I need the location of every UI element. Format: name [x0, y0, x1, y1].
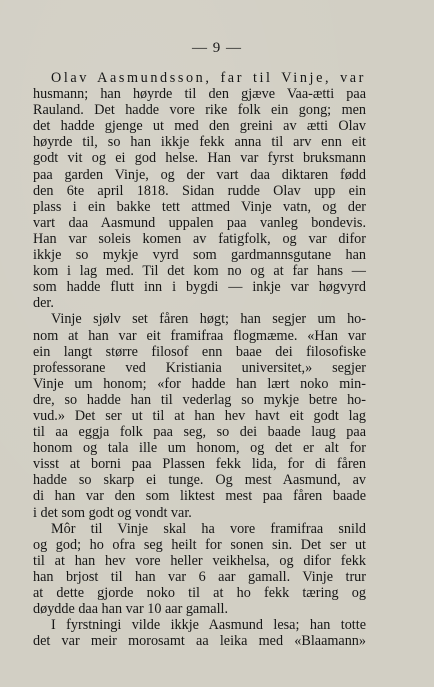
paragraph-4	[33, 617, 366, 649]
text-line: at dette gjorde noko til at ho fekk tæring og	[33, 585, 366, 601]
text-line: husmann; han høyrde til den gjæve Vaa-ætti paa	[33, 86, 366, 103]
text-line: døydde daa han var 10 aar gamall.	[33, 601, 228, 618]
text-line: det hadde gjenge ut med den greini av ætti Olav	[33, 118, 366, 135]
text-line: dre, so hadde han til vederlag so mykje betre ho-	[33, 391, 366, 408]
text-line: til aa eggja folk paa seg, so dei baade laug paa	[33, 424, 366, 441]
text-line: Han var soleis komen av fatigfolk, og var difor	[33, 230, 366, 247]
text-line: Vinje sjølv set fåren høgt; han segjer um ho-	[51, 311, 366, 328]
text-line: vud.» Det ser ut til at han hev havt eit godt lag	[33, 407, 366, 424]
text-line: ein langt større filosof enn baae dei filosofiske	[33, 343, 366, 360]
text-line: Vinje um honom; «for hadde han lært noko min-	[33, 375, 366, 392]
text-line: den 6te april 1818. Sidan rudde Olav upp ein	[33, 182, 366, 199]
text-line: Olav Aasmundsson, far til Vinje, var	[51, 70, 366, 86]
text-line: der.	[33, 295, 54, 312]
text-line: kom i lag med. Til det kom no og at far hans —	[33, 263, 366, 280]
text-line: vart daa Aasmund uppalen paa vanleg bondevis.	[33, 214, 366, 231]
text-line: ikkje so mykje vyrd som gardmannsgutane han	[33, 247, 366, 264]
text-line: godt vit og ei god helse. Han var fyrst bruksmann	[33, 150, 366, 167]
text-line: paa garden Vinje, og der vart daa diktaren fødd	[33, 166, 366, 183]
text-line: professorane ved Kristiania universitet,» segjer	[33, 359, 366, 376]
body-text	[33, 70, 366, 649]
text-line: hadde so skarp ei tunge. Og mest Aasmund, av	[33, 472, 366, 489]
text-line: det var meir morosamt aa leika med «Blaamann»	[33, 633, 366, 650]
text-line: til at han hev vore heller veikhelsa, og difor fekk	[33, 552, 366, 569]
text-line: som hadde flutt inn i bygdi — inkje var høgvyrd	[33, 279, 366, 296]
text-line: di han var den som liktest mest paa fåren baade	[33, 488, 366, 505]
text-line: nom at han var eit framifraa flogmæme. «Han var	[33, 327, 366, 344]
text-line: høyrde til, so han ikkje fekk anna til arv enn eit	[33, 134, 366, 151]
paragraph-2	[33, 311, 366, 520]
text-line: Rauland. Det hadde vore rike folk ein gong; men	[33, 102, 366, 119]
text-line: honom og tala ille um honom, og det er alt for	[33, 440, 366, 457]
text-line: visst at borni paa Plassen fekk lida, for di fåren	[33, 456, 366, 473]
text-line: Môr til Vinje skal ha vore framifraa snild	[51, 520, 366, 537]
text-line: I fyrstningi vilde ikkje Aasmund lesa; han totte	[51, 617, 366, 634]
text-line: han brjost til han var 6 aar gamall. Vinje trur	[33, 568, 366, 585]
paragraph-3	[33, 521, 366, 618]
page-number: — 9 —	[192, 40, 242, 56]
text-line: i det som godt og vondt var.	[33, 504, 192, 521]
paragraph-1	[33, 70, 366, 311]
text-line: og god; ho ofra seg heilt for sonen sin. Det ser ut	[33, 536, 366, 553]
text-line: plass i ein bakke tett attmed Vinje vatn, og der	[33, 198, 366, 215]
